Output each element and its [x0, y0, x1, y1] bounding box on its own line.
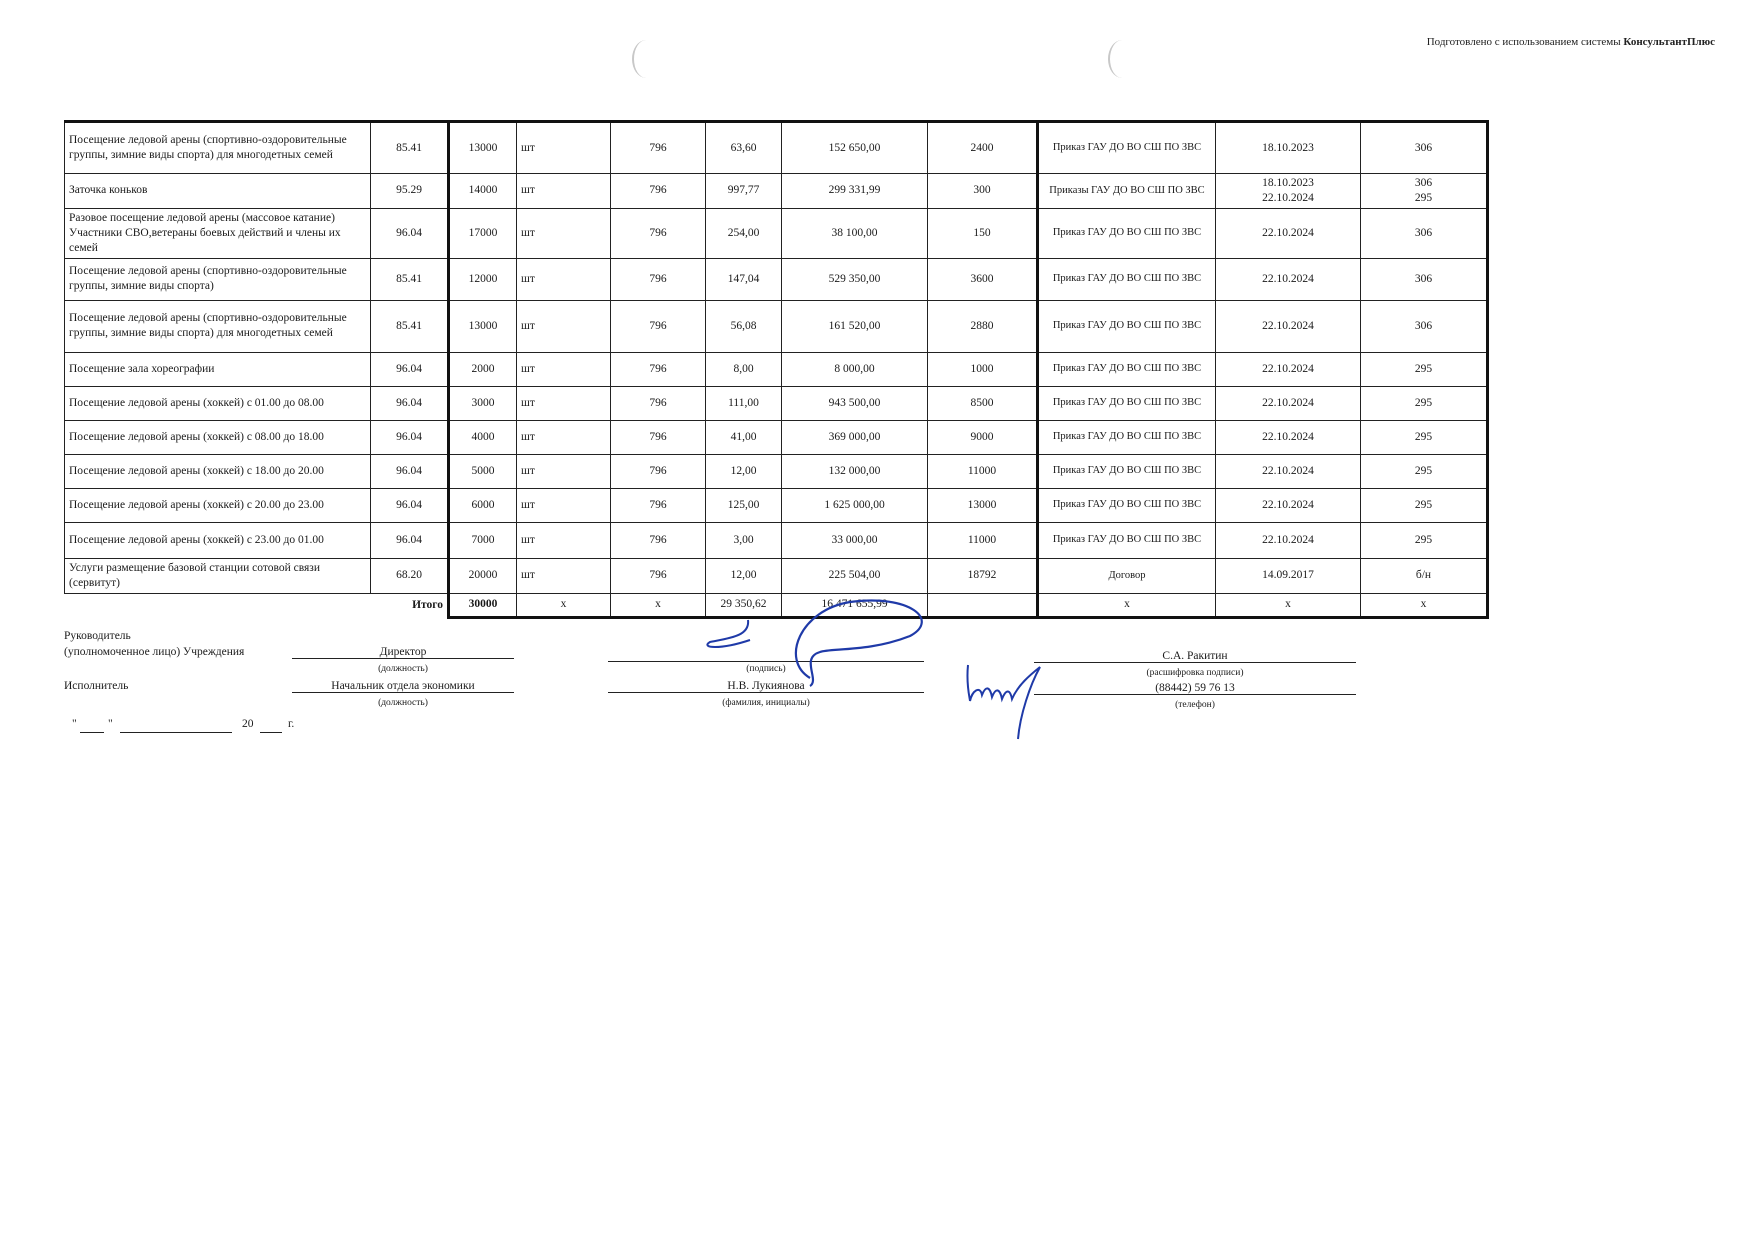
- cell-num: б/н: [1361, 558, 1488, 593]
- total-unit: х: [517, 593, 611, 617]
- cell-count: 63,60: [706, 122, 782, 174]
- cell-num: 295: [1361, 420, 1488, 454]
- caption-position: (должность): [378, 664, 428, 674]
- cell-code: 12000: [449, 258, 517, 300]
- cell-doc: Приказ ГАУ ДО ВО СШ ПО ЗВС: [1038, 488, 1216, 522]
- cell-okei: 796: [611, 258, 706, 300]
- cell-sum: 161 520,00: [782, 300, 928, 352]
- cell-date: 22.10.2024: [1216, 454, 1361, 488]
- cell-okved: 96.04: [371, 386, 449, 420]
- cell-name: Посещение ледовой арены (хоккей) с 20.00 до 23.00: [65, 488, 371, 522]
- cell-sum: 225 504,00: [782, 558, 928, 593]
- cell-price: 3600: [928, 258, 1038, 300]
- cell-name: Посещение зала хореографии: [65, 352, 371, 386]
- cell-num: 295: [1361, 522, 1488, 558]
- cell-date: 22.10.2024: [1216, 258, 1361, 300]
- cell-num: 306: [1361, 208, 1488, 258]
- cell-date: 22.10.2024: [1216, 488, 1361, 522]
- cell-okei: 796: [611, 386, 706, 420]
- cell-name: Заточка коньков: [65, 174, 371, 209]
- table-body: [65, 122, 1488, 618]
- cell-date: 22.10.2024: [1216, 420, 1361, 454]
- cell-count: 111,00: [706, 386, 782, 420]
- table-row: [65, 352, 1488, 386]
- cell-doc: Приказ ГАУ ДО ВО СШ ПО ЗВС: [1038, 122, 1216, 174]
- caption-decoding: (расшифровка подписи): [1146, 668, 1244, 678]
- cell-count: 12,00: [706, 454, 782, 488]
- total-count: 29 350,62: [706, 593, 782, 617]
- table-row: [65, 300, 1488, 352]
- table-row: [65, 488, 1488, 522]
- cell-count: 3,00: [706, 522, 782, 558]
- cell-okei: 796: [611, 174, 706, 209]
- cell-unit: шт: [517, 122, 611, 174]
- cell-count: 125,00: [706, 488, 782, 522]
- cell-unit: шт: [517, 174, 611, 209]
- cell-num-line: 295: [1414, 191, 1433, 204]
- cell-num: 306: [1361, 300, 1488, 352]
- cell-code: 20000: [449, 558, 517, 593]
- cell-okved: 96.04: [371, 208, 449, 258]
- date-open-quote: ": [72, 718, 77, 730]
- cell-name: Посещение ледовой арены (хоккей) с 18.00 до 20.00: [65, 454, 371, 488]
- cell-price: 8500: [928, 386, 1038, 420]
- cell-name: Посещение ледовой арены (хоккей) с 08.00 до 18.00: [65, 420, 371, 454]
- table-row: [65, 258, 1488, 300]
- cell-code: 6000: [449, 488, 517, 522]
- total-okei: х: [611, 593, 706, 617]
- cell-okved: 85.41: [371, 122, 449, 174]
- signature-block: [64, 630, 1364, 750]
- cell-okei: 796: [611, 420, 706, 454]
- cell-count: 41,00: [706, 420, 782, 454]
- table-row: [65, 420, 1488, 454]
- cell-price: 150: [928, 208, 1038, 258]
- caption-phone: (телефон): [1175, 700, 1215, 710]
- cell-num: 295: [1361, 386, 1488, 420]
- cell-price: 2400: [928, 122, 1038, 174]
- cell-num: 295: [1361, 352, 1488, 386]
- cell-count: 56,08: [706, 300, 782, 352]
- cell-price: 13000: [928, 488, 1038, 522]
- date-close-quote: ": [108, 718, 113, 730]
- executor-position-field: Начальник отдела экономики: [292, 680, 514, 693]
- cell-okved: 96.04: [371, 488, 449, 522]
- cell-price: 1000: [928, 352, 1038, 386]
- cell-unit: шт: [517, 386, 611, 420]
- cell-name: Посещение ледовой арены (спортивно-оздоровительные группы, зимние виды спорта): [65, 258, 371, 300]
- cell-doc: Приказ ГАУ ДО ВО СШ ПО ЗВС: [1038, 300, 1216, 352]
- cell-sum: 369 000,00: [782, 420, 928, 454]
- executor-name-field: Н.В. Лукиянова: [608, 680, 924, 693]
- total-date: х: [1216, 593, 1361, 617]
- cell-doc: Приказ ГАУ ДО ВО СШ ПО ЗВС: [1038, 454, 1216, 488]
- cell-date: 22.10.2024: [1216, 352, 1361, 386]
- note-prefix: Подготовлено с использованием системы: [1426, 36, 1624, 48]
- cell-unit: шт: [517, 454, 611, 488]
- cell-num: 306: [1361, 122, 1488, 174]
- head-name-field: С.А. Ракитин: [1034, 650, 1356, 663]
- total-code: 30000: [449, 593, 517, 617]
- cell-okei: 796: [611, 522, 706, 558]
- cell-okved: 85.41: [371, 300, 449, 352]
- total-sum: 16 471 655,99: [782, 593, 928, 617]
- cell-code: 13000: [449, 300, 517, 352]
- cell-date: 22.10.2024: [1216, 522, 1361, 558]
- cell-count: 8,00: [706, 352, 782, 386]
- total-label: Итого: [412, 598, 443, 611]
- cell-date: 22.10.2024: [1216, 386, 1361, 420]
- cell-price: 18792: [928, 558, 1038, 593]
- cell-okei: 796: [611, 488, 706, 522]
- cell-okved: 85.41: [371, 258, 449, 300]
- cell-name: Разовое посещение ледовой арены (массовое катание) Участники СВО,ветераны боевых действий и члены их семей: [65, 208, 371, 258]
- cell-code: 3000: [449, 386, 517, 420]
- cell-sum: 8 000,00: [782, 352, 928, 386]
- binder-hole-mark-right: [1108, 40, 1136, 78]
- cell-sum: 152 650,00: [782, 122, 928, 174]
- cell-unit: шт: [517, 420, 611, 454]
- cell-doc: Приказ ГАУ ДО ВО СШ ПО ЗВС: [1038, 386, 1216, 420]
- date-year-line: [260, 718, 282, 733]
- cell-okei: 796: [611, 558, 706, 593]
- cell-num: 306: [1361, 258, 1488, 300]
- cell-code: 2000: [449, 352, 517, 386]
- cell-price: 11000: [928, 522, 1038, 558]
- cell-unit: шт: [517, 258, 611, 300]
- cell-price: 11000: [928, 454, 1038, 488]
- cell-num-line: 306: [1414, 177, 1433, 189]
- total-num: х: [1361, 593, 1488, 617]
- cell-okved: 96.04: [371, 420, 449, 454]
- cell-price: 300: [928, 174, 1038, 209]
- cell-doc: Приказ ГАУ ДО ВО СШ ПО ЗВС: [1038, 522, 1216, 558]
- note-brand: КонсультантПлюс: [1623, 36, 1715, 48]
- cell-code: 7000: [449, 522, 517, 558]
- cell-doc: Приказ ГАУ ДО ВО СШ ПО ЗВС: [1038, 258, 1216, 300]
- head-label-sub: (уполномоченное лицо) Учреждения: [64, 646, 245, 658]
- cell-sum: 38 100,00: [782, 208, 928, 258]
- total-price: [928, 593, 1038, 617]
- cell-date: 22.10.2024: [1216, 208, 1361, 258]
- table-row: [65, 174, 1488, 209]
- cell-code: 17000: [449, 208, 517, 258]
- table-row: [65, 386, 1488, 420]
- cell-code: 13000: [449, 122, 517, 174]
- total-row: [65, 593, 1488, 617]
- cell-sum: 132 000,00: [782, 454, 928, 488]
- caption-position-2: (должность): [378, 698, 428, 708]
- cell-okved: 96.04: [371, 352, 449, 386]
- cell-date: 22.10.2024: [1216, 300, 1361, 352]
- cell-okved: 96.04: [371, 454, 449, 488]
- cell-name: Посещение ледовой арены (спортивно-оздоровительные группы, зимние виды спорта) для многодетных семей: [65, 122, 371, 174]
- cell-name: Услуги размещение базовой станции сотовой связи (сервитут): [65, 558, 371, 593]
- cell-price: 2880: [928, 300, 1038, 352]
- cell-date: 18.10.2023: [1216, 122, 1361, 174]
- cell-okei: 796: [611, 352, 706, 386]
- cell-okved: 68.20: [371, 558, 449, 593]
- cell-doc: Приказы ГАУ ДО ВО СШ ПО ЗВС: [1038, 174, 1216, 209]
- cell-date: [1216, 174, 1361, 209]
- cell-date-line: 18.10.2023: [1262, 177, 1314, 189]
- executor-phone-field: (88442) 59 76 13: [1034, 682, 1356, 695]
- cell-code: 4000: [449, 420, 517, 454]
- cell-okei: 796: [611, 122, 706, 174]
- cell-doc: Приказ ГАУ ДО ВО СШ ПО ЗВС: [1038, 420, 1216, 454]
- cell-okei: 796: [611, 454, 706, 488]
- head-signature-line: [608, 646, 924, 662]
- cell-sum: 529 350,00: [782, 258, 928, 300]
- cell-num: 295: [1361, 488, 1488, 522]
- cell-okei: 796: [611, 208, 706, 258]
- cell-price: 9000: [928, 420, 1038, 454]
- cell-count: 997,77: [706, 174, 782, 209]
- cell-unit: шт: [517, 558, 611, 593]
- cell-doc: Договор: [1038, 558, 1216, 593]
- table-row: [65, 208, 1488, 258]
- cell-sum: 33 000,00: [782, 522, 928, 558]
- caption-fio: (фамилия, инициалы): [722, 698, 810, 708]
- cell-unit: шт: [517, 488, 611, 522]
- cell-name: Посещение ледовой арены (хоккей) с 23.00 до 01.00: [65, 522, 371, 558]
- cell-unit: шт: [517, 208, 611, 258]
- cell-code: 5000: [449, 454, 517, 488]
- table-row: [65, 454, 1488, 488]
- date-month-line: [120, 718, 232, 733]
- cell-sum: 299 331,99: [782, 174, 928, 209]
- head-position-field: Директор: [292, 646, 514, 659]
- cell-count: 12,00: [706, 558, 782, 593]
- cell-okved: 96.04: [371, 522, 449, 558]
- cell-num: 295: [1361, 454, 1488, 488]
- cell-sum: 1 625 000,00: [782, 488, 928, 522]
- cell-unit: шт: [517, 522, 611, 558]
- cell-num: [1361, 174, 1488, 209]
- caption-signature: (подпись): [746, 664, 786, 674]
- table-row: [65, 522, 1488, 558]
- cell-doc: Приказ ГАУ ДО ВО СШ ПО ЗВС: [1038, 208, 1216, 258]
- cell-code: 14000: [449, 174, 517, 209]
- cell-unit: шт: [517, 352, 611, 386]
- cell-okei: 796: [611, 300, 706, 352]
- cell-sum: 943 500,00: [782, 386, 928, 420]
- cell-doc: Приказ ГАУ ДО ВО СШ ПО ЗВС: [1038, 352, 1216, 386]
- head-label: Руководитель: [64, 630, 131, 642]
- cell-okved: 95.29: [371, 174, 449, 209]
- date-year-prefix: 20: [242, 718, 254, 730]
- total-doc: х: [1038, 593, 1216, 617]
- paid-services-table: [64, 120, 1489, 619]
- cell-unit: шт: [517, 300, 611, 352]
- cell-count: 254,00: [706, 208, 782, 258]
- cell-date-line: 22.10.2024: [1262, 191, 1314, 204]
- date-suffix: г.: [288, 718, 295, 730]
- binder-hole-mark-left: [632, 40, 660, 78]
- table-row: [65, 558, 1488, 593]
- cell-date: 14.09.2017: [1216, 558, 1361, 593]
- cell-count: 147,04: [706, 258, 782, 300]
- cell-name: Посещение ледовой арены (хоккей) с 01.00 до 08.00: [65, 386, 371, 420]
- cell-name: Посещение ледовой арены (спортивно-оздоровительные группы, зимние виды спорта) для многодетных семей: [65, 300, 371, 352]
- date-day-line: [80, 718, 104, 733]
- table-row: [65, 122, 1488, 174]
- consultant-plus-note: [1427, 36, 1715, 48]
- executor-label: Исполнитель: [64, 680, 129, 692]
